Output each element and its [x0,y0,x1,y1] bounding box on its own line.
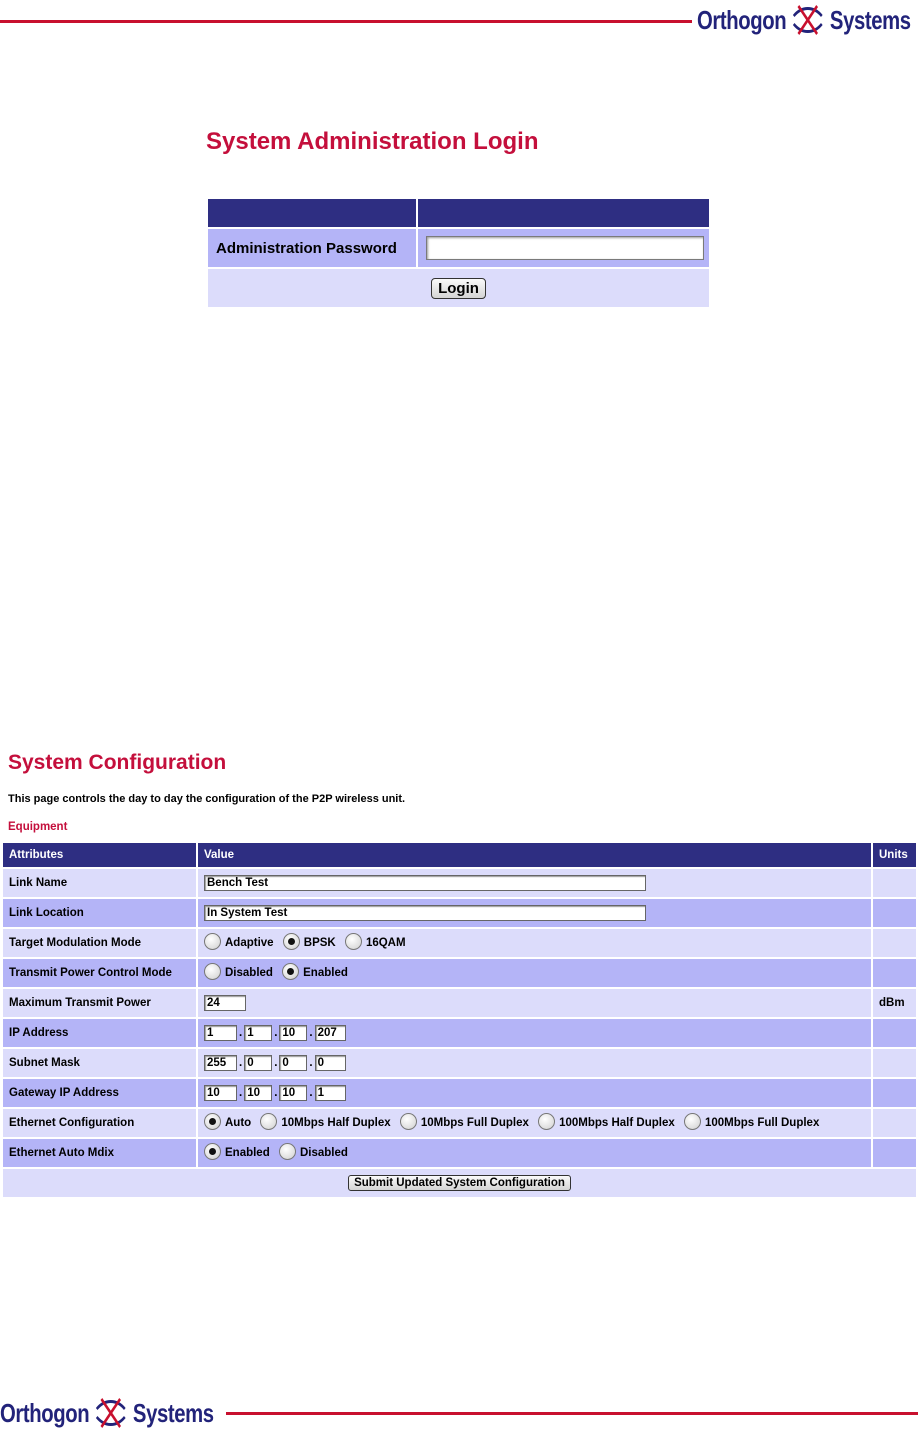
radio-eth-10-full-label: 10Mbps Full Duplex [420,1117,529,1130]
radio-eth-100-full-label: 100Mbps Full Duplex [704,1117,820,1130]
gateway-octet-2-input[interactable] [244,1085,272,1101]
login-password-row [208,229,709,267]
login-header-row [208,199,709,227]
config-table [1,841,918,1199]
row-target-modulation [3,929,916,957]
password-label: Administration Password [208,229,416,267]
login-title: System Administration Login [206,128,539,155]
ip-octet-3-input[interactable] [279,1025,307,1041]
radio-mdix-disabled-label: Disabled [299,1147,348,1160]
target-modulation-label: Target Modulation Mode [3,929,196,957]
footer-brand-word-orthogon: Orthogon [0,1397,90,1428]
row-link-location [3,899,916,927]
radio-eth-10-half[interactable] [260,1113,277,1130]
max-transmit-power-label: Maximum Transmit Power [3,989,196,1017]
ip-octet-4-input[interactable] [315,1025,346,1041]
orthogon-logo-icon [791,2,825,38]
footer-brand-word-systems: Systems [132,1397,214,1428]
header-value: Value [198,843,871,867]
ethernet-mdix-label: Ethernet Auto Mdix [3,1139,196,1167]
ethernet-config-label: Ethernet Configuration [3,1109,196,1137]
login-button-row [208,269,709,307]
max-transmit-power-units: dBm [873,989,916,1017]
config-title: System Configuration [8,751,227,774]
gateway-dot-3: . [309,1087,313,1099]
radio-adaptive-label: Adaptive [225,937,274,950]
header-attributes: Attributes [3,843,196,867]
ip-address-label: IP Address [3,1019,196,1047]
radio-mdix-enabled-label: Enabled [225,1147,270,1160]
max-transmit-power-input[interactable] [204,995,246,1011]
config-header-row [3,843,916,867]
row-submit [3,1169,916,1197]
radio-eth-10-half-label: 10Mbps Half Duplex [281,1117,391,1130]
gateway-dot-2: . [274,1087,278,1099]
transmit-power-control-label: Transmit Power Control Mode [3,959,196,987]
ip-octet-1-input[interactable] [204,1025,237,1041]
radio-16qam[interactable] [345,933,362,950]
radio-eth-10-full[interactable] [400,1113,417,1130]
row-gateway-ip [3,1079,916,1107]
radio-eth-auto-label: Auto [225,1117,252,1130]
row-transmit-power-control [3,959,916,987]
subnet-mask-label: Subnet Mask [3,1049,196,1077]
row-ethernet-mdix [3,1139,916,1167]
gateway-ip-label: Gateway IP Address [3,1079,196,1107]
header-units: Units [873,843,916,867]
link-name-input[interactable] [204,875,646,891]
row-subnet-mask [3,1049,916,1077]
radio-tpc-enabled-label: Enabled [303,967,348,980]
row-ip-address [3,1019,916,1047]
ip-octet-2-input[interactable] [244,1025,272,1041]
footer-orthogon-logo-icon [94,1395,128,1431]
radio-tpc-disabled-label: Disabled [225,967,273,980]
brand-word-orthogon: Orthogon [697,4,787,35]
gateway-octet-4-input[interactable] [315,1085,346,1101]
row-ethernet-config [3,1109,916,1137]
password-input[interactable] [426,236,704,260]
footer-rule [226,1412,918,1415]
radio-mdix-enabled[interactable] [204,1143,221,1160]
header-rule [0,20,692,23]
link-name-label: Link Name [3,869,196,897]
ip-dot-3: . [309,1027,313,1039]
ip-dot-1: . [239,1027,243,1039]
login-button[interactable]: Login [431,278,486,299]
row-max-transmit-power [3,989,916,1017]
ip-dot-2: . [274,1027,278,1039]
link-location-label: Link Location [3,899,196,927]
radio-16qam-label: 16QAM [365,937,406,950]
config-section-equipment: Equipment [8,821,68,833]
radio-mdix-disabled[interactable] [279,1143,296,1160]
subnet-octet-2-input[interactable] [244,1055,272,1071]
radio-bpsk-label: BPSK [303,937,336,950]
submit-config-button[interactable]: Submit Updated System Configuration [348,1175,571,1191]
radio-adaptive[interactable] [204,933,221,950]
config-description: This page controls the day to day the configuration of the P2P wireless unit. [8,793,406,805]
radio-eth-100-half-label: 100Mbps Half Duplex [559,1117,675,1130]
radio-tpc-disabled[interactable] [204,963,221,980]
subnet-octet-4-input[interactable] [315,1055,346,1071]
login-table [206,197,711,309]
subnet-octet-3-input[interactable] [279,1055,307,1071]
header-brand-logo [697,2,911,38]
row-link-name [3,869,916,897]
link-location-input[interactable] [204,905,646,921]
brand-word-systems: Systems [829,4,911,35]
radio-eth-100-full[interactable] [684,1113,701,1130]
radio-bpsk[interactable] [283,933,300,950]
radio-eth-100-half[interactable] [538,1113,555,1130]
radio-eth-auto[interactable] [204,1113,221,1130]
subnet-dot-2: . [274,1057,278,1069]
footer-brand-logo [0,1395,214,1431]
gateway-octet-1-input[interactable] [204,1085,237,1101]
subnet-dot-1: . [239,1057,243,1069]
subnet-octet-1-input[interactable] [204,1055,237,1071]
gateway-dot-1: . [239,1087,243,1099]
gateway-octet-3-input[interactable] [279,1085,307,1101]
radio-tpc-enabled[interactable] [282,963,299,980]
subnet-dot-3: . [309,1057,313,1069]
